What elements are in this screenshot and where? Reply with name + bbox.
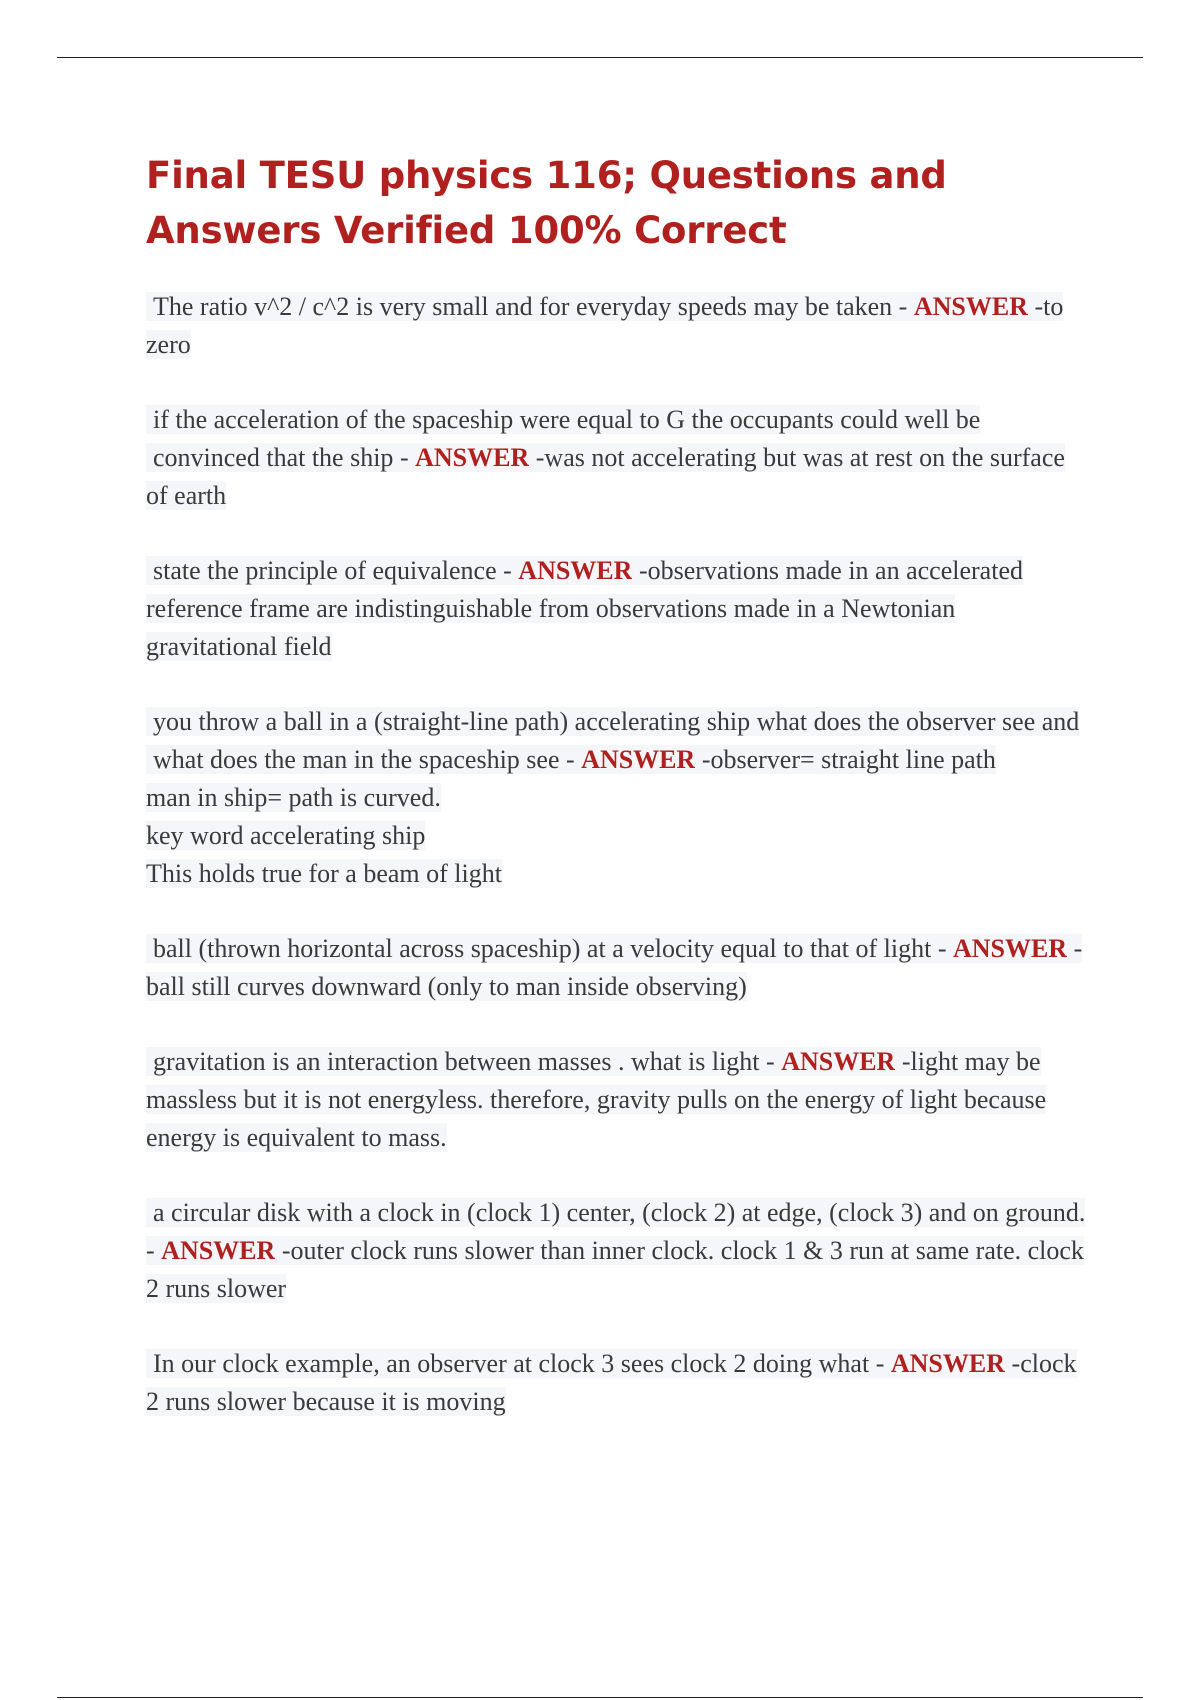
answer-text: clock 2 runs slower because it is moving <box>146 1349 1077 1416</box>
separator: - <box>895 1047 911 1076</box>
page-title: Final TESU physics 116; Questions and Answers Verified 100% Correct <box>146 154 947 252</box>
question-text: gravitation is an interaction between masses . what is light <box>146 1047 760 1076</box>
qa-item <box>146 1043 1086 1157</box>
question-text: In our clock example, an observer at clock 3 sees clock 2 doing what <box>146 1349 869 1378</box>
question-text: you throw a ball in a (straight-line path) accelerating ship what does the observer see and what does the man in the spaceship see <box>146 707 1079 774</box>
separator: - <box>632 556 648 585</box>
question-text: state the principle of equivalence <box>146 556 497 585</box>
question-text: The ratio v^2 / c^2 is very small and for everyday speeds may be taken <box>146 292 892 321</box>
separator: - <box>759 1047 782 1076</box>
separator: - <box>275 1236 291 1265</box>
qa-item <box>146 552 1086 666</box>
separator: - <box>393 443 416 472</box>
separator: - <box>496 556 519 585</box>
answer-text: was not accelerating but was at rest on the surface of earth <box>146 443 1065 510</box>
question-text: a circular disk with a clock in (clock 1) center, (clock 2) at edge, (clock 3) and on ground. <box>146 1198 1085 1227</box>
separator: - <box>1005 1349 1021 1378</box>
answer-tag: ANSWER <box>415 443 530 472</box>
answer-tag: ANSWER <box>890 1349 1006 1378</box>
answer-text: observations made in an accelerated reference frame are indistinguishable from observations made in a Newtonian gravitational field <box>146 556 1023 661</box>
answer-tag: ANSWER <box>161 1236 276 1265</box>
answer-tag: ANSWER <box>518 556 633 585</box>
answer-text: ball still curves downward (only to man inside observing) <box>146 972 747 1001</box>
answer-text: light may be massless but it is not energyless. therefore, gravity pulls on the energy of light because energy is equivalent to mass. <box>146 1047 1047 1152</box>
answer-tag: ANSWER <box>913 292 1028 321</box>
separator: - <box>529 443 545 472</box>
answer-text: outer clock runs slower than inner clock. clock 1 & 3 run at same rate. clock 2 runs slower <box>146 1236 1084 1303</box>
separator: - <box>931 934 953 963</box>
document-body <box>146 148 1086 1458</box>
answer-tag: ANSWER <box>581 745 696 774</box>
qa-item <box>146 1345 1086 1421</box>
answer-tag: ANSWER <box>953 934 1068 963</box>
qa-item <box>146 1194 1086 1308</box>
answer-text: to zero <box>146 292 1064 359</box>
separator: - <box>559 745 582 774</box>
separator: - <box>146 1236 162 1265</box>
header-rule <box>57 57 1143 58</box>
answer-text: observer= straight line path man in ship= path is curved. key word accelerating ship This holds true for a beam of light <box>146 745 996 888</box>
footer-rule <box>57 1697 1143 1698</box>
separator: - <box>695 745 711 774</box>
qa-item <box>146 401 1086 515</box>
answer-tag: ANSWER <box>781 1047 896 1076</box>
qa-item <box>146 288 1086 364</box>
qa-item <box>146 930 1086 1006</box>
separator: - <box>892 292 914 321</box>
qa-list <box>146 288 1086 1421</box>
separator: - <box>869 1349 891 1378</box>
separator: - <box>1067 934 1083 963</box>
separator: - <box>1027 292 1044 321</box>
question-text: if the acceleration of the spaceship were equal to G the occupants could well be convinced that the ship <box>146 405 980 472</box>
qa-item <box>146 703 1086 893</box>
question-text: ball (thrown horizontal across spaceship) at a velocity equal to that of light <box>146 934 931 963</box>
